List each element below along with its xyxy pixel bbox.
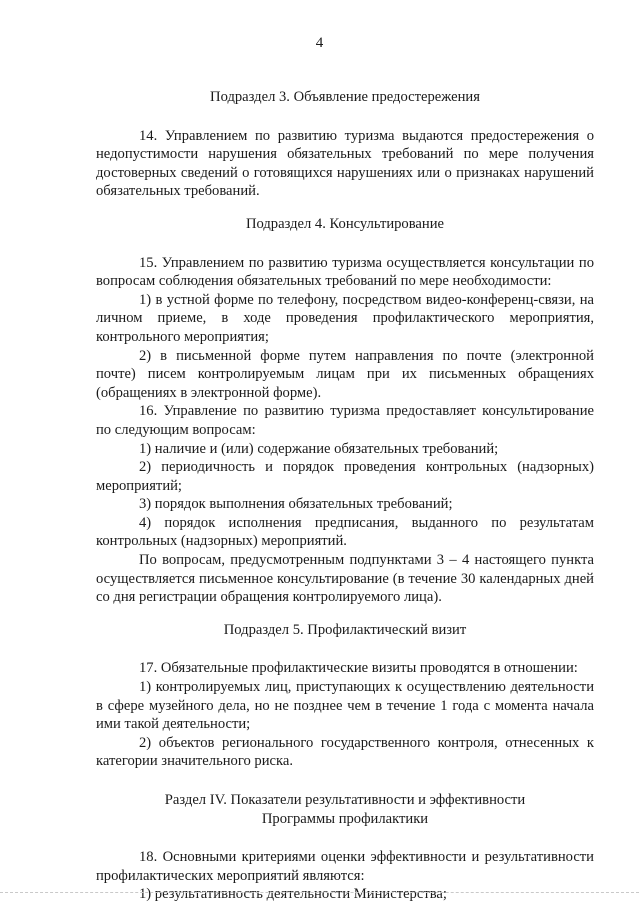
paragraph-15-item-1: 1) в устной форме по телефону, посредством видео-конференц-связи, на личном приеме, в ходе проведения профилактического мероприятия, контрольного мероприятия; bbox=[96, 291, 594, 345]
paragraph-17-item-1: 1) контролируемых лиц, приступающих к осуществлению деятельности в сфере музейного дела, но не позднее чем в течение 1 года с момента начала ими такой деятельности; bbox=[96, 679, 594, 733]
section-iv-title-line-1: Раздел IV. Показатели результативности и эффективности bbox=[164, 792, 526, 808]
paragraph-18: 18. Основными критериями оценки эффективности и результативности профилактических мероприятий являются: bbox=[96, 849, 594, 884]
paragraph-17-item-2: 2) объектов регионального государственного контроля, отнесенных к категории значительного риска. bbox=[96, 734, 594, 770]
subsection-4-title: Подраздел 4. Консультирование bbox=[245, 215, 445, 232]
paragraph-16-item-2: 2) периодичность и порядок проведения контрольных (надзорных) мероприятий; bbox=[96, 459, 594, 494]
paragraph-16: 16. Управление по развитию туризма предоставляет консультирование по следующим вопросам: bbox=[96, 403, 594, 438]
paragraph-15-item-2: 2) в письменной форме путем направления по почте (электронной почте) писем контролируемым лицам при их письменных обращениях (обращениях в электронной форме). bbox=[96, 347, 594, 401]
subsection-5-title: Подраздел 5. Профилактический визит bbox=[223, 621, 467, 638]
paragraph-16-tail: По вопросам, предусмотренным подпунктами 3 – 4 настоящего пункта осуществляется письменное консультирование (в течение 30 календарных дней со дня регистрации обращения контролируемого лица). bbox=[96, 552, 594, 606]
paragraph-18-item-1: 1) результативность деятельности Министерства; bbox=[139, 886, 447, 903]
scan-edge-divider bbox=[0, 892, 639, 893]
paragraph-17: 17. Обязательные профилактические визиты проводятся в отношении: bbox=[139, 660, 578, 677]
page-number: 4 bbox=[315, 35, 324, 51]
paragraph-14: 14. Управлением по развитию туризма выдаются предостережения о недопустимости нарушения обязательных требований по мере получения достоверных сведений о готовящихся нарушениях или о признаках нарушений обязательных требований. bbox=[96, 127, 594, 200]
subsection-3-title: Подраздел 3. Объявление предостережения bbox=[210, 89, 480, 105]
paragraph-16-item-4: 4) порядок исполнения предписания, выданного по результатам контрольных (надзорных) мероприятий. bbox=[96, 514, 594, 550]
paragraph-15: 15. Управлением по развитию туризма осуществляется консультации по вопросам соблюдения обязательных требований по мере необходимости: bbox=[96, 254, 594, 290]
section-iv-title-line-2: Программы профилактики bbox=[261, 810, 429, 827]
document-body bbox=[96, 88, 594, 904]
paragraph-16-item-1: 1) наличие и (или) содержание обязательных требований; bbox=[139, 440, 499, 457]
paragraph-16-item-3: 3) порядок выполнения обязательных требований; bbox=[139, 496, 453, 513]
